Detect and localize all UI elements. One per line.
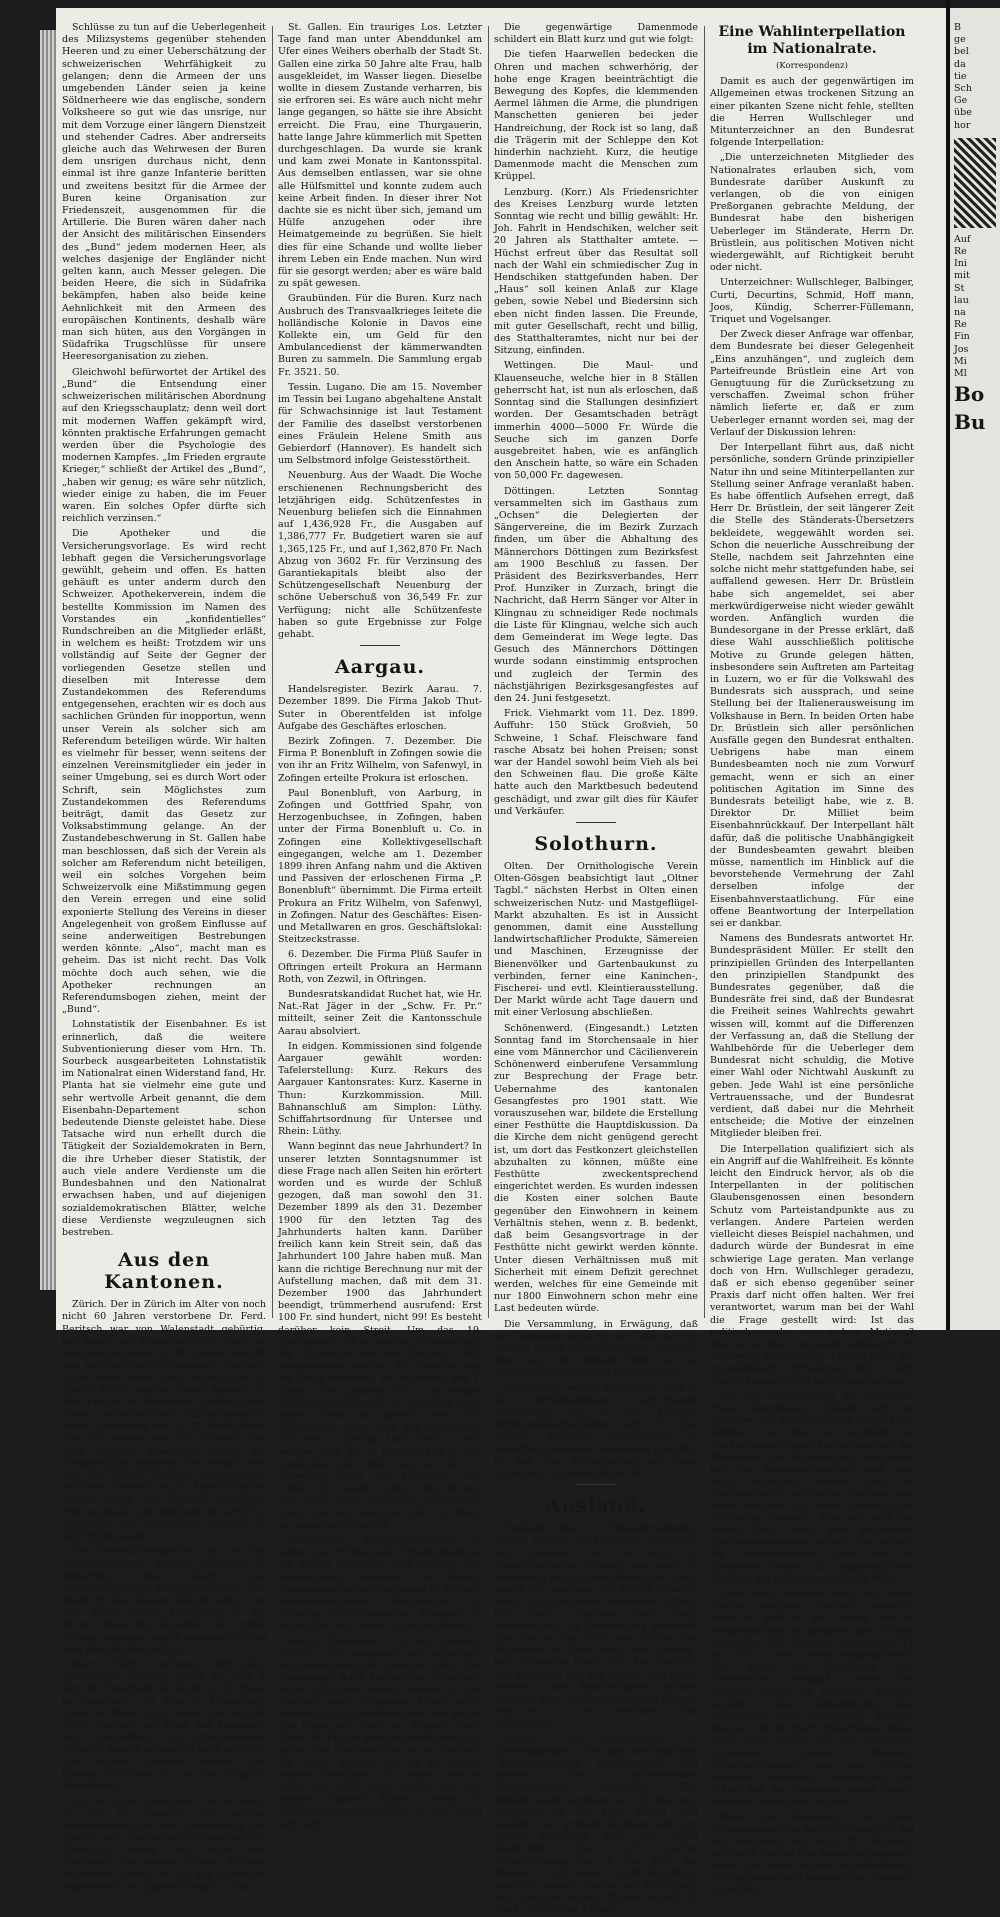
fragment-line: mit [954,270,970,282]
fragment-line: St [954,282,965,294]
article-paragraph: Handelsregister. Bezirk Aarau. 7. Dezember 1899. Die Firma Jakob Thut-Suter in Oberentfelden ist infolge Aufgabe des Geschäftes erloschen. [278,684,482,732]
article-paragraph: Wenn der Bundesrat vor diese Vorkommnisse die gestellte Frage, ob bei der Nichtwahl des Herrn Dr. Brüstlein politische Motive den Ausschlag gegeben haben, mit einem runden, vorbehaltlosen, rückhaltlosen Nein beantwortet. Dagegen lagen Mo- [710,1811,914,1896]
article-paragraph: Die tiefen Haarwellen bedecken die Ohren und machen schwerhörig, der hohe enge Kragen beeinträchtigt die Bewegung des Kopfes, die klemmenden Aermel lähmen die Arme, die plundrigen Manschetten genieren bei jeder Handreichung, der Rock ist so lang, daß die Trägerin mit der Schleppe den Kot hinderhin nachzieht. Kurz, die heutige Damenmode macht die Menschen zum Krüppel. [494,49,698,183]
article-paragraph: Tessin. Lugano. Die am 15. November im Tessin bei Lugano abgehaltene Anstalt für Schwachsinnige ist laut Testament der Familie des daselbst verstorbenen eines Fräulein Helene Smith aus Gebierdorf (Hannover). Es handelt sich um Selbstmord infolge Geistesstörtheit. [278,381,482,467]
article-paragraph: „Die unterzeichneten Mitglieder des Nationalrates erlauben sich, vom Bundesrate darüber Auskunft zu verlangen, ob die von einigen Preßorganen gebrachte Meldung, der Bundesrat habe den bisherigen Ueberleger im Ständerate, Herrn Dr. Brüstlein, aus politischen Motiven nicht wiedergewählt, auf Richtigkeit beruht oder nicht. [710,152,914,274]
article-paragraph: Namens des Bundesrats antwortet Hr. Bundespräsident Müller. Er stellt den prinzipiellen Gründen des Interpellanten den prinzipiellen Standpunkt des Bundesrates gegenüber, daß die Bundesräte frei sind, daß der Bundesrat die Freiheit seines Wahlrechts gewahrt wissen will, kommt auf die Differenzen der Verfassung an, daß die Stellung der Wahlbehörde für die Ueberleger dem Bundesrat nicht schuldig, die Motive einer Wahl oder Nichtwahl Auskunft zu geben. Jede Wahl ist eine persönliche Vertrauenssache, und der Bundesrat verdient, daß dabei nur die Mehrheit entscheide; die Motive der einzelnen Mitglieder bleiben frei. [710,933,914,1140]
article-paragraph: St. Gallen. Ein trauriges Los. Letzter Tage fand man unter Abenddunkel am Ufer eines Weihers oberhalb der Stadt St. Gallen eine zirka 50 Jahre alte Frau, halb ausgekleidet, im Wasser liegen. Dieselbe wollte in diesem Zustande verharren, bis sie erfroren sei. Es wäre auch nicht mehr lange gegangen, so hätte sie ihre Absicht erreicht. Die Frau, eine Thurgauerin, hatte lange Jahre kümmerlich mit Spetten durchgeschlagen. Da wurde sie krank und kam zwei Monate in Kantonsspital. Aus demselben entlassen, war sie ohne alle Hülfsmittel und konnte zudem auch keine Arbeit finden. In dieser ihrer Not dachte sie es nicht über sich, jemand um Hülfe anzugehen oder ihre Heimatgemeinde zu begrüßen. Sie hielt dies für eine Schande und wollte lieber ihrem Leben ein Ende machen. Nun wird für sie gesorgt werden; aber es wäre bald zu spät gewesen. [278,22,482,290]
article-paragraph: Frick. Viehmarkt vom 11. Dez. 1899. Auffuhr: 150 Stück Großvieh, 50 Schweine, 1 Schaf. Fleischware fand rasche Absatz bei hohen Preisen; sonst war der Handel sowohl beim Vieh als bei den Schweinen flau. Die große Kälte hatte auch den Marktbesuch bedeutend geschädigt, und zwar gilt dies für Käufer und Verkäufer. [494,708,698,817]
divider [360,645,400,646]
fragment-line: Sch [954,83,972,95]
fragment-line: Jos [954,343,969,355]
article-paragraph: Zürich. Der in Zürich im Alter von noch nicht 60 Jahren verstorbene Dr. Ferd. Beritsch war von Walenstadt gebürtig, hat zuerst als Sekundarlehrer, dann als Kantonsschullehrer in St. Gallen gewirkt und nachher eine Privatanstalt errichtet, die er später nach Zürich verlegte und zu großer Blüte brachte. Diese Anstalt, im Hof Kriegel in Hottingen, umfaßt jetzt einen umfangreichen Häuserkomplex, einen Lehrkörper von ca. 20 Fachlehrern und ein Internat von 130 Schülern aus allen Nationen. Besonders werden die Handelsfächer gepflegt. Die Anstalt wird von den Söhnen Beritsch weitergeführt. Mit Herd. Beritsch ist ein Arbeit überaus reicher Mann voll Tatkraft erloschen. Eine originelle Lehrmethode ist durch ihn gegründet. Als spekulativer Kopf hat er viel Erfolg gehabt. [62,1299,266,1542]
section-heading: Aus den Kantonen. [104,1249,224,1294]
article-paragraph: Der Interpellant führt aus, daß nicht persönliche, sondern Gründe prinzipieller Natur ihn und seine Mitinterpellanten zur Stellung seiner Anfrage veranlaßt haben. Es habe öffentlich Aufsehen erregt, daß Herr Dr. Brüstlein, der seit längerer Zeit die Stelle des Ständerats-Übersetzers bekleidete, weggewählt worden sei. Schon die neuerliche Ausschreibung der Stelle, nachdem seit Jahrzehnten eine solche nicht mehr stattgefunden habe, sei auffallend gewesen. Herr Dr. Brüstlein habe sich angemeldet, sei aber merkwürdigerweise nicht wieder gewählt worden. Anfänglich wurden die Bundesorgane in der Presse erklärt, daß diese Wahl ausschließlich politische Motive zu Grunde gelegen hätten, insbesondere sein Auftreten am Parteitag in Luzern, wo er für die Volkswahl des Bundesrats sich aussprach, und seine Stellung bei der Italienerausweisung im Volkshause in Bern. In beiden Orten habe Dr. Brüstlein sich aller persönlichen Ausfälle gegen den Bundesrat enthalten. Uebrigens habe man einem Bundesbeamten noch nie zum Vorwurf gemacht, wenn er sich an einer politischen Agitation im Sinne des Bundesrats beteiligt habe, wie z. B. Direktor Dr. Milliet beim Eisenbahnrückkauf. Der Interpellant hält dafür, daß die politische Unabhängigkeit der Bundesbeamten gewahrt bleiben müsse, namentlich im Hinblick auf die bevorstehende Vermehrung der Zahl derselben infolge der Eisenbahnverstaatlichung. Für eine offene Beantwortung der Interpellation sei er dankbar. [710,442,914,930]
article-paragraph: Schönenwerd. (Eingesandt.) Letzten Sonntag fand im Storchensaale in hier eine vom Männerchor und Cäcilienverein Schönenwerd einberufene Versammlung zur Besprechung der Frage betr. Uebernahme des kantonalen Gesangfestes pro 1901 statt. Wie vorauszusehen war, bildete die Erstellung einer Festhütte die Hauptdiskussion. Da die Kirche dem nicht genügend gerecht ist, um dort das Festkonzert gleichstellen abzuhalten zu können, müßte eine Festhütte zweckentsprechend eingerichtet werden. Es wurden indessen die Kosten einer solchen Baute gegenüber den Einwohnern in keinem Verhältnis stehen, wenn z. B. bedenkt, daß beim Gesangsvortrage in der Festhütte nicht gewirkt werden könnte. Unter diesen Verhältnissen muß mit Sicherheit mit einem Defizit gerechnet werden, welches für eine Gemeinde mit nur 1800 Einwohnern schon mehr eine Last bedeuten würde. [494,1022,698,1315]
fragment-line: übe [954,107,972,119]
fragment-line: lau [954,294,969,306]
fragment-line: Ml [954,368,967,380]
divider [576,1484,616,1485]
article-paragraph: Die Versammlung, in Erwägung, daß die Gemeinde nicht in der Lage ist, ein solches Defizit zu übernehmen, beschloß denn auch mit großem Mehr, auf die Uebernahme des Festes zu verzichten. [494,1318,698,1379]
article-paragraph: Aarau. (Mitgeteilt.) In der Gießerei Oehler u. Co. ereignete sich vorgestern nach Feierabend ein schwerer Unfall. Der Handlanger Adolf Lehner von Gränichen sollte mit einem andern Arbeiter in der Gießerei eine dringende Arbeit fertig machen. Aus Unvorsichtigkeit und gegen alle Regel hat einer der Arbeiter beim Offen die Klappe ganz zugeschlossen. Als später der Nachtwächter in der Gießerei die Runde machte, traf er die beiden Männer bewußtlos an. Lehner, erst 24 Jahre alt, ledig, war bereits tot, der andere, Namens Ryhurz, wurde zu Wiederbelebungsversuchen in das Spital verbracht. [278,1635,482,1830]
column-2 [278,22,482,1830]
article-paragraph: Wann beginnt das neue Jahrhundert? In unserer letzten Sonntagsnummer ist diese Frage nach allen Seiten hin erörtert worden und es wurde der Schluß gezogen, daß man sowohl den 31. Dezember 1899 als den 31. Dezember 1900 für den letzten Tag des Jahrhunderts halten kann. Darüber freilich kann kein Streit sein, daß das Jahrhundert 100 Jahre haben muß. Man kann die richtige Berechnung nur mit der Aufstellung machen, daß mit dem 31. Dezember 1900 das Jahrhundert beendigt, trümmerhend ausrufend: Erst 100 Fr. sind hundert, nicht 99! Es besteht darüber kein Streit. Um das 19. Jahrhundert voll zu machen, müssen noch die Zählungen mit der Zählung 1900 vorgenommen werden. Ein Beispiel mag die Frage erläutern. Es ist jemand den 1. Januar 1800 geboren. Ist er im vorigen Jahrhundert geboren? Es wird sich jeder sagen: Nein, in diesem (dem 19.) Jahrhundert. Dann ging der Betreffende mit dem 1. Januar 1801 bloß in sein zweites Jahr, mit 1. Januar 1899 in sein hunderstes Jahr über und hat mit 31. Dezember 1899 das hunderste Jahr erfüllt. Die hundert Jahre sind da und man kann nicht von einem Jahrhundert reden, daß mit dem Jahr 1801 zu zählen an, dann sind's erst 99. [278,1141,482,1531]
section-heading: Solothurn. [534,833,658,855]
article-paragraph: Uri. Im Urner „Amtsblatt“ ist zu lesen: Da es in jüngster Zeit wieder vorgekommen, daß von Unterwalden her Jäger in den urnerischen Freiberg auf die Gemsjagd kamen und sogar den Wildhüter und dessen Bruder Schüsse abgegeben haben, so ist der Wildhüter angewiesen, den Jägern Einhalt zu tun. [62,1796,266,1893]
section-heading: Aargau. [334,656,426,679]
article-paragraph: Aargauische Fertigungsaktuare. Es haben die Prüfung als Fertigungsaktuar mit Erfolg bestanden und wurden vom Regierungsrat patentiert: Die Herren Gemeindeschreiber Bachmann in Wittwyl, Gemeindeschreiber Bohnenbluft in Aarburg, Gerichtskanzlist Rengger in Aarau und Aug. Keller in Oberendingen. [278,1534,482,1632]
book-spine [40,30,56,1290]
article-paragraph: Gleichwohl befürwortet der Artikel des „Bund“ die Entsendung einer schweizerischen militärischen Abordnung auf den Kriegsschauplatz; denn weil dort mit modernen Waffen gekämpft wird, könnten praktische Erfahrungen gemacht werden über die Psychologie des modernen Kampfes. „Im Frieden ergraute Krieger,“ schließt der Artikel des „Bund“, „haben wir genug; es wäre sehr nützlich, wieder einige zu haben, die im Feuer waren. Ein solches Opfer dürfte sich reichlich verzinsen.“ [62,366,266,525]
article-paragraph: Olten. Der Ornithologische Verein Olten-Gösgen beabsichtigt laut „Oltner Tagbl.“ nächsten Herbst in Olten einen schweizerischen Nutz- und Mastgeflügel-Markt abzuhalten. Es ist in Aussicht genommen, damit eine Ausstellung landwirtschaftlicher Produkte, Sämereien und Maschinen, Erzeugnisse der Bienenvölker und Gartenbaukunst zu verbinden, ferner eine Kaninchen-, Fischerei- und evtl. Kleintierausstellung. Der Markt würde acht Tage dauern und mit einer Verlosung abschließen. [494,861,698,1019]
article-paragraph: Unterzeichner: Wullschleger, Balbinger, Curti, Decurtins, Schmid, Hoff mann, Joos, Kündig, Scherrer-Füllemann, Triquet und Vogelsanger. [710,277,914,326]
column-4 [710,22,914,1896]
column-1 [62,22,266,1893]
fragment-line: B [954,22,961,33]
fragment-line: bel [954,46,969,58]
fragment-line: Re [954,319,967,331]
fragment-line: Mi [954,355,967,367]
article-paragraph: Damit es auch der gegenwärtigen im Allgemeinen etwas trockenen Sitzung an einer pikanten Szene nicht fehle, stellten die Herren Wullschleger und Mitunterzeichner an den Bundesrat folgende Interpellation: [710,76,914,149]
article-paragraph: Die gegenwärtige Damenmode schildert ein Blatt kurz und gut wie folgt: [494,22,698,46]
article-paragraph: 6. Dezember. Die Firma Plüß Saufer in Oftringen erteilt Prokura an Hermann Roth, von Zezwil, in Oftringen. [278,949,482,985]
article-paragraph: Der Zweck dieser Anfrage war offenbar, dem Bundesrate bei dieser Gelegenheit „Eins anzuhängen“, und zugleich dem Parteifreunde Brüstlein eine Art von Genugtuung für die Zurücksetzung zu verschaffen. Zweimal schon früher nämlich lieferte er, daß er zum Ueberleger ernannt worden sei, mag der Verlauf der Diskussion lehren: [710,329,914,438]
article-paragraph: Gleichzeitig wurde konstatiert, daß in die Schützenfesten herrschende Auffassung, als ob die hiesigen Schützengesellschaften sich für das nächste Kantonale Schützenfest zu bewerben gedenken, vollständig unrichtig ist und eine Verwechslung mit einer Aprilscherz zurückzuführen ist. [494,1382,698,1479]
article-paragraph: Die Apotheker und die Versicherungsvorlage. Es wird recht lebhaft gegen die Versicherungsvorlage gewühlt, geheim und offen. Es hatten gehäuft es unter anderm durch den Schweizer. Apothekerverein, indem die bestellte Kommission im Namen des Vorstandes ein „konfidentielles“ Rundschreiben an die Mitglieder erläßt, in welchem es heißt: Trotzdem wir uns vollständig auf Seite der Gegner der vorliegenden Gesetze stellen und dieselben mit Interesse dem Zustandekommen des Referendums entgegensehen, erachten wir es doch aus sachlichen Gründen für inopportun, wenn unser Verein als solcher sich am Referendum beteiligen würde. Wir halten es vielmehr für besser, wenn seitens der einzelnen Vereinsmitglieder ein jeder in seiner Umgebung, sei es durch Wort oder Schrift, sein Möglichstes zum Zustandekommen des Referendums beiträgt, damit das Gesetz zur Volksabstimmung gelange. An der Zustandebeschwerung in St. Gallen habe man beschlossen, daß sich der Verein als solcher am Referendum nicht beteiligen, weil ein solches Vorgehen beim Schweizervolk eine Mißstimmung gegen den Verein erregen und eine solid exponierte Stellung des Vereins in dieser Angelegenheit von großem Einflusse auf seine anderweitigen Bestrebungen werden könnte. „Also“, macht man es geheim. Das ist nicht recht. Das Volk möchte doch auch sehen, wie die Apotheker rechnungen an Referendumsbogen ziehen, meint der „Bund“. [62,528,266,1016]
divider [576,822,616,823]
newspaper-page [56,8,946,1916]
fragment-heading: Bu [954,410,986,435]
column-rule [272,26,273,1318]
fragment-line: hor [954,119,971,131]
article-paragraph: Die Transvaal-Regierung hat bei der topographischen Anstalt Schlumpf in Winterthur eine Karte des Transvaalgebietes anfertigen lassen. Vor Ausbruch des Krieges konnte jedoch nur eine kleine Anzahl Exemplare an die Buren Regierung abgehen; die große Auflage dagegen lagert gegenwärtig auf dem Bahnhof Winterthur. [62,1546,266,1655]
fragment-line: ge [954,34,966,46]
fragment-line: Auf [954,233,971,245]
article-paragraph: Lenzburg. (Korr.) Als Friedensrichter des Kreises Lenzburg wurde letzten Sonntag wie recht und billig gewählt: Hr. Joh. Fahrlt in Hendschiken, welcher seit 20 Jahren als Statthalter amtete. — Hüchst erfreut über das Resultat soll nach der Wahl ein schmiedischer Zug in Hendschiken stattgefunden haben. Der „Haus“ soll keinen Anlaß zur Klage geben, sowie Nebel und Biedersinn sich eben nicht finden lassen. Die Freunde, mit guter Gesellschaft, recht und billig, des Statthalteramtes, nicht nur bei der Sitzung, einfinden. [494,186,698,357]
article-byline: (Korrespondenz) [776,61,848,71]
article-paragraph: Auch Herr Brüstlein habe von dieser Freiheit ausgiebig Gebrauch gemacht, wenn er sich in der Presse und in Versammlungen so geäußert, daß er habe successive alle Parteien angegriffen. Er hat sich in einer Weise ausgesprochen, daß darin der Bundesrat zum Einschreiten veranlaßt, wenn die Beamten gegen die politische Freiheit bezüglich einer Versammlung eine Unterschrift sich mißbraucht würden, zwingen würde. Herr Wullschleger möge selbst dafür sorgen, daß eine Bundesrat gegenüber denen Beamten Schutzbefohlenen, wie man solche Beamten gegenüber Rücksichten des Taktes und des Anstandes denen seinen Beamten beobachtet werden. [710,1588,914,1808]
article-paragraph: Bern. Nicht geringen Schrecken verursachte Sonntag nachts um halb 2 Uhr der Feuerlärm in Aarberg. Ein Haus in Surenhorn, 10 Min. v. Friensberg, stand in Brand und wurde mit einiger Stück Rindvieh ein Raub der Flammen. Der Brandstifter, ein arbeitsscheuer Bursche, konnte in Seedorf noch ermittelt und dingfest gemacht werden. Ein bitteres Schicksal für die von Unglück Betroffenen. [62,1659,266,1793]
article-paragraph: Die Interpellation qualifiziert sich als ein Angriff auf die Wahlfreiheit. Es könnte leicht den Eindruck hervor, als ob die Interpellanten in der politischen Glaubensgenossen einen besondern Schutz vom Parteistandpunkte aus zu verlangen. Andere Parteien werden vielleicht dieses Beispiel nachahmen, und dadurch würde der Bundesrat in eine schwierige Lage geraten. Man verlange doch von Hrn. Wullschleger geradezu, daß er sich ebenso gegenüber seiner Praxis darf nicht offen halten. Wer frei verantwortet, warum man bei der Wahl die Frage gestellt wird: Ist das politischen oder aus andern Motiven? Wer so bei allen von jenem gestimmt? Dr. Bundesrat könnte diese Fragen nicht ein grundsätzliche Verwahrung und es wird dies in Zukunft nicht mehr beantworten. [710,1143,914,1387]
article-paragraph: Schlüsse zu tun auf die Ueberlegenheit des Milizsystems gegenüber stehenden Heeren und zu einer Ueberschätzung der schweizerischen Wehrfähigkeit zu gelangen; denn die Armeen der uns umgebenden Länder seien ja keine Söldnerheere wie das englische, sondern Volksheere so gut wie das unsrige, nur mit dem Vorzuge einer längern Dienstzeit und stehender Cadres. Aber andrerseits gleiche auch das Wehrwesen der Buren dem unsrigen durchaus nicht, denn einmal ist ihre ganze Infanterie beritten und zweitens besitzt für die Armee der Buren keine Organisation zur Friedenszeit, ausgenommen für die Artillerie. Die Buren wären daher nach der Ansicht des militärischen Einsenders des „Bund“ jedem modernen Heer, als welches dasjenige der Engländer nicht gelten kann, auch Messer gelegen. Die beiden Heere, die sich in Südafrika bekämpfen, haben also beide keine Aehnlichkeit mit den Armeen des europäischen Kontinents, deshalb wäre man sich hüten, aus den Vorgängen in Südafrika Trugschlüsse für unsere Heeresorganisation zu ziehen. [62,22,266,363]
article-paragraph: Auf die Beantwortung der gestellten Frage übergehend, verwahrt sich der Sprecher des Bundesrates in erster Linie darüber, daß man so leichthin die Aeußerungen einiger Preßorgane und die Meinungen des Bundesrates verarbeitet hat. Der Bundesverwaltung wird man nicht vorwerfen können, daß sie Anhänger aller politischen Parteien vom Amte fernhalte. Er kenne Beamte aller politischen Parteien. Man hat noch bei keiner Wahl nach dem politischen Glaubensbekenntnis gefragt. Nur müssen die Bundesbeamten auch den in politischen Dingen die grundsätzlichen Freiheit, wie in keinem Land der Welt. [710,1390,914,1585]
article-paragraph: Neuenburg. Aus der Waadt. Die Woche erschienenen Rechnungsbericht des letzjährigen eidg. Schützenfestes in Neuenburg beliefen sich die Einnahmen auf 1,436,928 Fr., die Ausgaben auf 1,386,777 Fr. Budgetiert waren sie auf 1,365,125 Fr., und auf 1,362,870 Fr. Nach Abzug von 3602 Fr. für Verzinsung des Garantiekapitals bleibt also der Schützengesellschaft Neuenburg der schöne Ueberschuß von 36,549 Fr. zur Verfügung; nicht alle Schützenfeste haben so gute Ergebnisse zur Folge gehabt. [278,470,482,640]
fragment-line: Re [954,246,967,258]
article-paragraph: Paul Bonenbluft, von Aarburg, in Zofingen und Gottfried Spahr, von Herzogenbuchsee, in Zofingen, haben unter der Firma Bonenbluft u. Co. in Zofingen eine Kollektivgesellschaft eingegangen, welche am 1. Dezember 1899 ihren Anfang nahm und die Aktiven und Passiven der erloschenen Firma „P. Bonenbluft“ übernimmt. Die Firma erteilt Prokura an Fritz Wilhelm, von Safenwyl, in Zofingen. Natur des Geschäftes: Eisen- und Metallwaren en gros. Geschäftslokal: Steitzeckstrasse. [278,787,482,946]
fragment-line: na [954,307,966,319]
column-3 [494,22,698,1916]
article-paragraph: Lohnstatistik der Eisenbahner. Es ist erinnerlich, daß die weitere Subventionierung dieser vom Hrn. Th. Sourbeck ausgearbeiteten Lohnstatistik im Nationalrat einen Widerstand fand, Hr. Planta hat sie vielmehr eine gute und sehr wertvolle Arbeit genannt, die dem Eisenbahn-Departement schon bedeutende Dienste geleistet habe. Diese Tatsache wird nun erhellt durch die Tätigkeit der Sozialdemokraten in Bern, die ihre Urheber dieser Statistik, der auch viele andere Verdienste um die Bundesbahnen und den Nationalrat erwachsen haben, und auf diejenigen sozialdemokratischen Blätter, welche diese Verdienste wegzuleugnen sich bestreben. [62,1019,266,1238]
article-paragraph: Bezirk Zofingen. 7. Dezember. Die Firma P. Bonenbluft in Zofingen sowie die von ihr an Fritz Wilhelm, von Safenwyl, in Zofingen erteilte Prokura ist erloschen. [278,735,482,784]
fragment-line: Ge [954,95,968,107]
fragment-line: da [954,58,966,70]
fragment-line: Fin [954,331,970,343]
adjacent-page-fragment [950,8,1000,1330]
article-paragraph: Wettingen. Die Maul- und Klauenseuche, welche hier in 8 Ställen geherrscht hat, ist nun als erloschen, daß Sonntag sind die Stallungen desinfiziert worden. Der Gesamtschaden beträgt immerhin 4000—5000 Fr. Würde die Seuche sich im ganzen Dorfe ausgebreitet haben, wie es anfänglich den Anschein hatte, so wäre ein Schaden von 50,000 Fr. dagewesen. [494,360,698,482]
adjacent-page-text [950,8,1000,436]
ornament-graphic [954,138,996,228]
article-paragraph: In eidgen. Kommissionen sind folgende Aargauer gewählt worden: Tafelerstellung: Kurz. Rekurs des Aargauer Kantonsrates: Kurz. Kaserne in Thun: Kurzkommission. Mill. Bahnanschluß am Simplon: Lüthy. Schiffahrtsordnung für Untersee und Rhein: Lüthy. [278,1040,482,1138]
article-headline: Eine Wahlinterpellation im Nationalrate. [718,24,906,57]
fragment-line: Ini [954,258,967,270]
fragment-heading: Bo [954,382,985,407]
article-paragraph: Bayern. Das Passionsspiel in Oberammergau. Für das nächstjährige Oberammergauer Passionsspiel sind bereits die umfassendsten Vorbereitungen getroffen. Die Aufführungen beginnen am 24. Mai und schließen am 30. Sept. 27mal wird gespielt, bei großem Andrang wird am darauf folgenden Tage das Spiel wiederholt, das mit kurzer Unterbrechung von 8 Uhr früh bis Abends 5 Uhr dauert. 4100 Sitzplätze, sämtlich gedeckt, stehen zur Verfügung; der Preis des ersten Platzes beträgt 10 Mark, des letzten 1 Mark. [494,1733,698,1916]
fragment-line: tie [954,70,967,82]
section-heading: Ausland. [545,1495,647,1518]
article-paragraph: Graubünden. Für die Buren. Kurz nach Ausbruch des Transvaalkrieges leitete die holländische Kolonie in Davos eine Kollekte ein, um Geld für den Ambulancedienst der kämmerwandten Buren zu sammeln. Die Sammlung ergab Fr. 3521. 50. [278,293,482,378]
column-rule [488,26,489,1318]
article-paragraph: England. Das 9. Husarenregiment, dessen Oberst der Prinz von Wales ist, hat Unglück. Als es noch in Niederländischen Feldzug war, brach in demselben das Scharlachfieber aus, dann wurde es, nachdem es Befehl erhalten hatte, nach Südafrika abzugehen, irrtüm. lich nach Liverpool statt nach Southampton zur Einschiffung geschickt und nun ist das Schiff, das ein Teil des Regiments an Bord hatte, der „Ismore“ bei Columbine Point, 150 Km. nördlich von Kapstadt, fast alle Pferde, 400 Stück verloren. Die Mannschaften wurden gerettet, aber das Regiment wird längere Zeit vor an den Gefechten nicht teilnehmen. [494,1523,698,1730]
article-paragraph: Döttingen. Letzten Sonntag versammelten sich im Gasthaus zum „Ochsen“ die Delegierten der Sängervereine, die im Bezirk Zurzach finden, um über die Abhaltung des Männerchors Döttingen zum Bezirksfest am 1900 Beschluß zu fassen. Der Präsident des Bezirksverbandes, Herr Prof. Hunziker in Zurzach, bringt die Nachricht, daß Herrn Sänger vor Alter in Klingnau zu schneidiger Rede nochmals die Liste für Klingnau, welche sich auch dem Gemeinderat im Wege legte. Das Gesuch des Männerchors Döttingen wurde sodann einstimmig entsprochen und zugleich der Termin des nächstjährigen Bezirksgesangfestes auf den 24. Juni festgesetzt. [494,485,698,704]
column-rule [704,26,705,1318]
article-paragraph: Bundesratskandidat Ruchet hat, wie Hr. Nat.-Rat Jäger in der „Schw. Fr. Pr.“ mitteilt, seiner Zeit die Kantonsschule Aarau absolviert. [278,989,482,1037]
